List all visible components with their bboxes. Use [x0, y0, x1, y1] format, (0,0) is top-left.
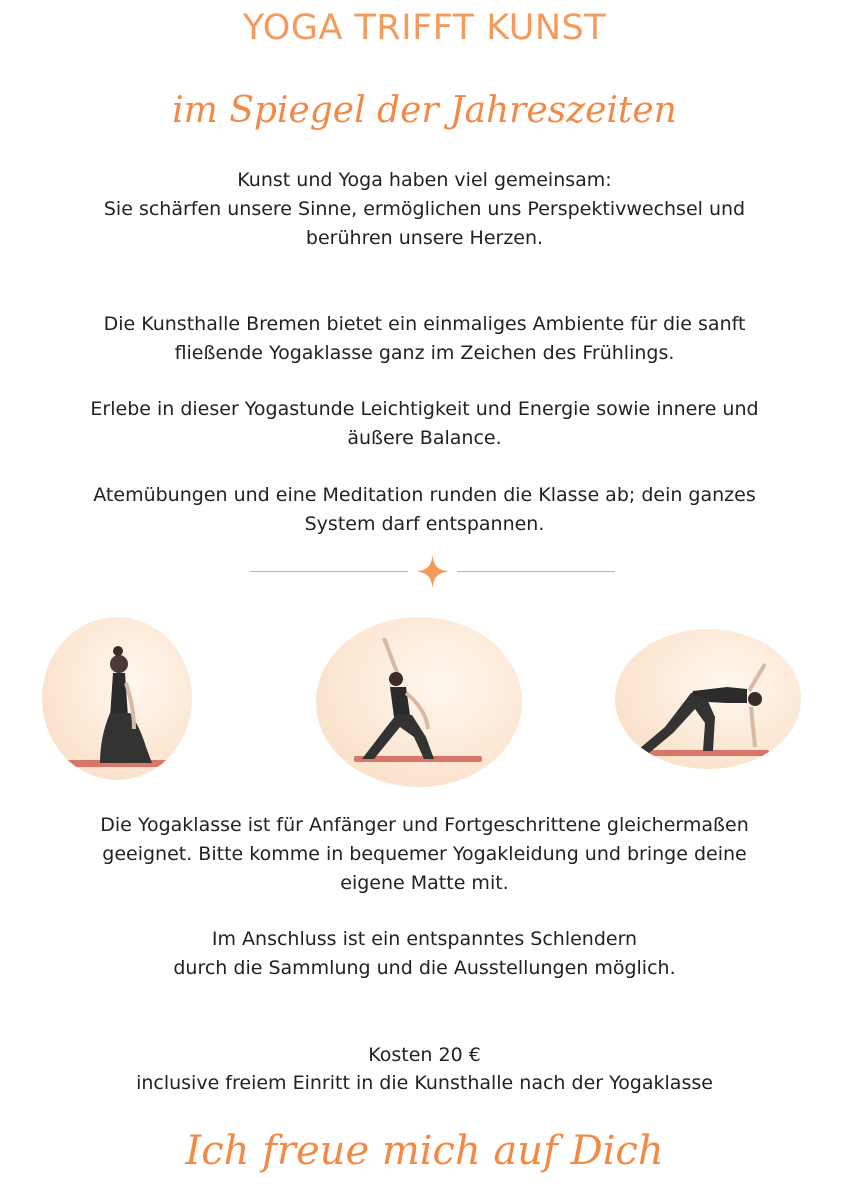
yoga-warrior-pose-image [316, 617, 522, 787]
divider-line-right [457, 571, 615, 572]
paragraph-line: System darf entspannen. [304, 513, 545, 535]
details-line: geeignet. Bitte komme in bequemer Yogakleidung und bringe deine [102, 843, 747, 865]
details-line: durch die Sammlung und die Ausstellungen möglich. [173, 957, 676, 979]
after-class-paragraph [40, 925, 809, 983]
paragraph-balance [40, 395, 809, 453]
yoga-kneeling-pose-image [42, 617, 192, 780]
price-cost: Kosten 20 € [368, 1044, 481, 1066]
paragraph-line: Die Kunsthalle Bremen bietet ein einmaliges Ambiente für die sanft [103, 313, 746, 335]
intro-line: Kunst und Yoga haben viel gemeinsam: [237, 169, 612, 191]
paragraph-line: Erlebe in dieser Yogastunde Leichtigkeit und Energie sowie innere und [90, 398, 759, 420]
section-divider [250, 554, 615, 590]
details-line: eigene Matte mit. [340, 872, 509, 894]
intro-line: berühren unsere Herzen. [305, 227, 544, 249]
page-title: YOGA TRIFFT KUNST [242, 8, 607, 48]
details-line: Die Yogaklasse ist für Anfänger und Fortgeschrittene gleichermaßen [100, 814, 749, 836]
paragraph-line: fließende Yogaklasse ganz im Zeichen des Frühlings. [174, 342, 675, 364]
divider-line-left [250, 571, 408, 572]
intro-text [40, 166, 809, 253]
yoga-side-plank-pose-image [615, 629, 801, 769]
price-note: inclusive freiem Einritt in die Kunsthalle nach der Yogaklasse [136, 1072, 713, 1094]
paragraph-line: Atemübungen und eine Meditation runden die Klasse ab; dein ganzes [93, 484, 756, 506]
paragraph-meditation [40, 481, 809, 539]
intro-line: Sie schärfen unsere Sinne, ermöglichen uns Perspektivwechsel und [103, 198, 746, 220]
page-subtitle: im Spiegel der Jahreszeiten [172, 90, 677, 131]
sparkle-star-icon [415, 554, 450, 589]
details-paragraph [40, 811, 809, 898]
paragraph-ambiente [40, 310, 809, 368]
paragraph-line: äußere Balance. [347, 427, 502, 449]
details-line: Im Anschluss ist ein entspanntes Schlendern [211, 928, 638, 950]
closing-greeting: Ich freue mich auf Dich [185, 1128, 664, 1174]
